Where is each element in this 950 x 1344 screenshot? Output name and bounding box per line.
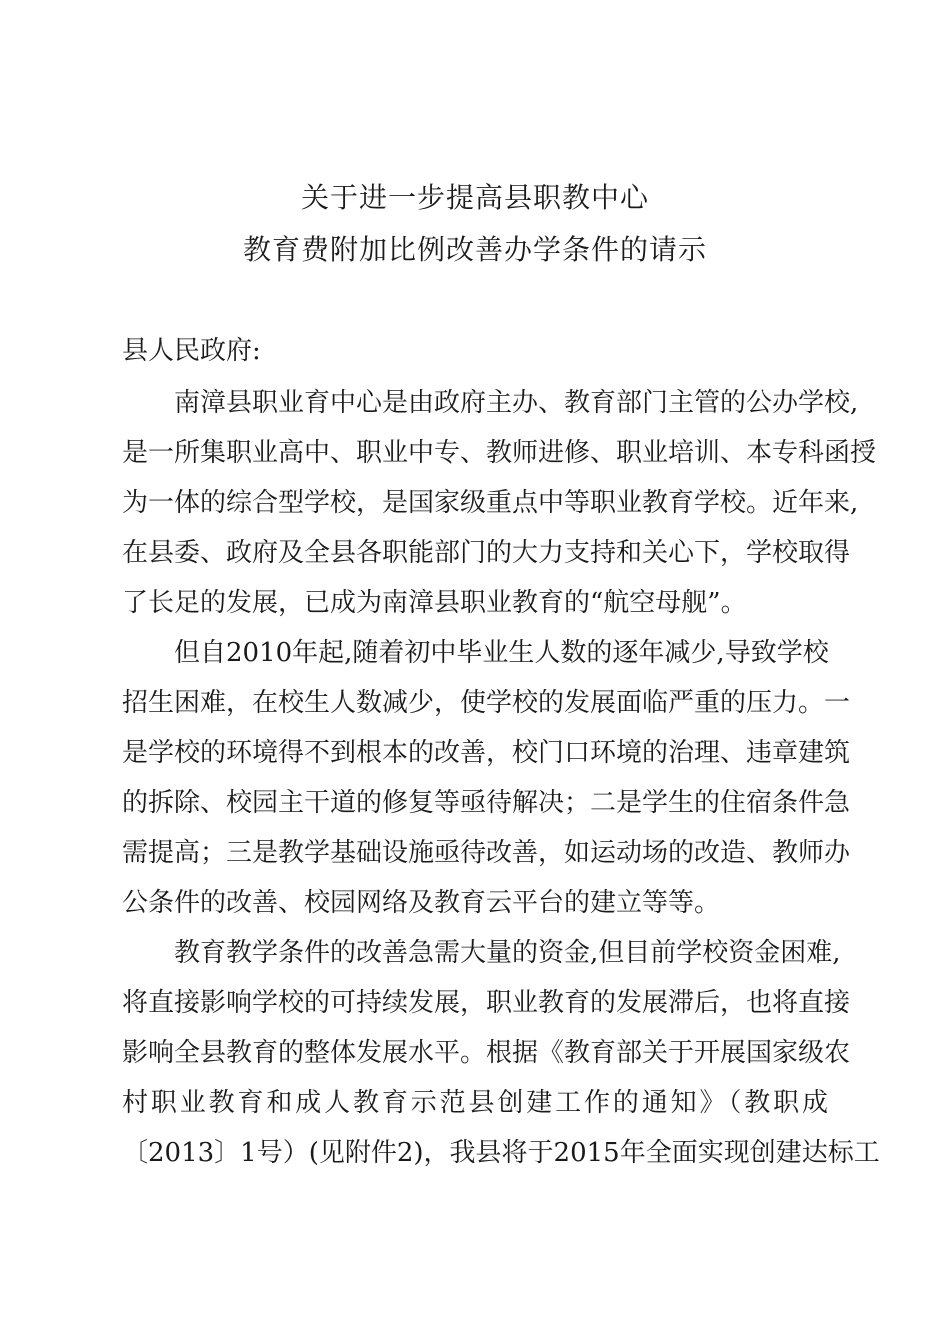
paragraph-1-line-5: 了长足的发展，已成为南漳县职业教育的“航空母舰”。 bbox=[122, 588, 747, 618]
paragraph-2-line-2: 招生困难，在校生人数减少，使学校的发展面临严重的压力。一 bbox=[122, 688, 851, 718]
paragraph-3-line-5: 〔2013〕1号）(见附件2)，我县将于2015年全面实现创建达标工 bbox=[122, 1138, 880, 1168]
paragraph-3-line-2: 将直接影响学校的可持续发展，职业教育的发展滞后，也将直接 bbox=[122, 988, 851, 1018]
paragraph-2-line-1: 但自2010年起,随着初中毕业生人数的逐年减少,导致学校 bbox=[174, 638, 829, 668]
paragraph-3-line-1: 教育教学条件的改善急需大量的资金,但目前学校资金困难, bbox=[174, 938, 841, 968]
document-title-line-1: 关于进一步提高县职教中心 bbox=[300, 181, 649, 214]
paragraph-3-line-4: 村职业教育和成人教育示范县创建工作的通知》（教职成 bbox=[122, 1088, 828, 1118]
paragraph-1-line-4: 在县委、政府及全县各职能部门的大力支持和关心下，学校取得 bbox=[122, 538, 851, 568]
salutation: 县人民政府: bbox=[122, 336, 261, 366]
document-title-line-2: 教育费附加比例改善办学条件的请示 bbox=[242, 233, 707, 266]
paragraph-2-line-6: 公条件的改善、校园网络及教育云平台的建立等等。 bbox=[122, 888, 721, 918]
paragraph-1-line-2: 是一所集职业高中、职业中专、教师进修、职业培训、本专科函授 bbox=[122, 438, 877, 468]
paragraph-2-line-5: 需提高；三是教学基础设施亟待改善，如运动场的改造、教师办 bbox=[122, 838, 851, 868]
paragraph-2-line-4: 的拆除、校园主干道的修复等亟待解决；二是学生的住宿条件急 bbox=[122, 788, 851, 818]
paragraph-2-line-3: 是学校的环境得不到根本的改善，校门口环境的治理、违章建筑 bbox=[122, 738, 851, 768]
paragraph-1-line-3: 为一体的综合型学校，是国家级重点中等职业教育学校。近年来, bbox=[122, 488, 859, 518]
paragraph-3-line-3: 影响全县教育的整体发展水平。根据《教育部关于开展国家级农 bbox=[122, 1038, 851, 1068]
paragraph-1-line-1: 南漳县职业育中心是由政府主办、教育部门主管的公办学校, bbox=[174, 388, 859, 418]
